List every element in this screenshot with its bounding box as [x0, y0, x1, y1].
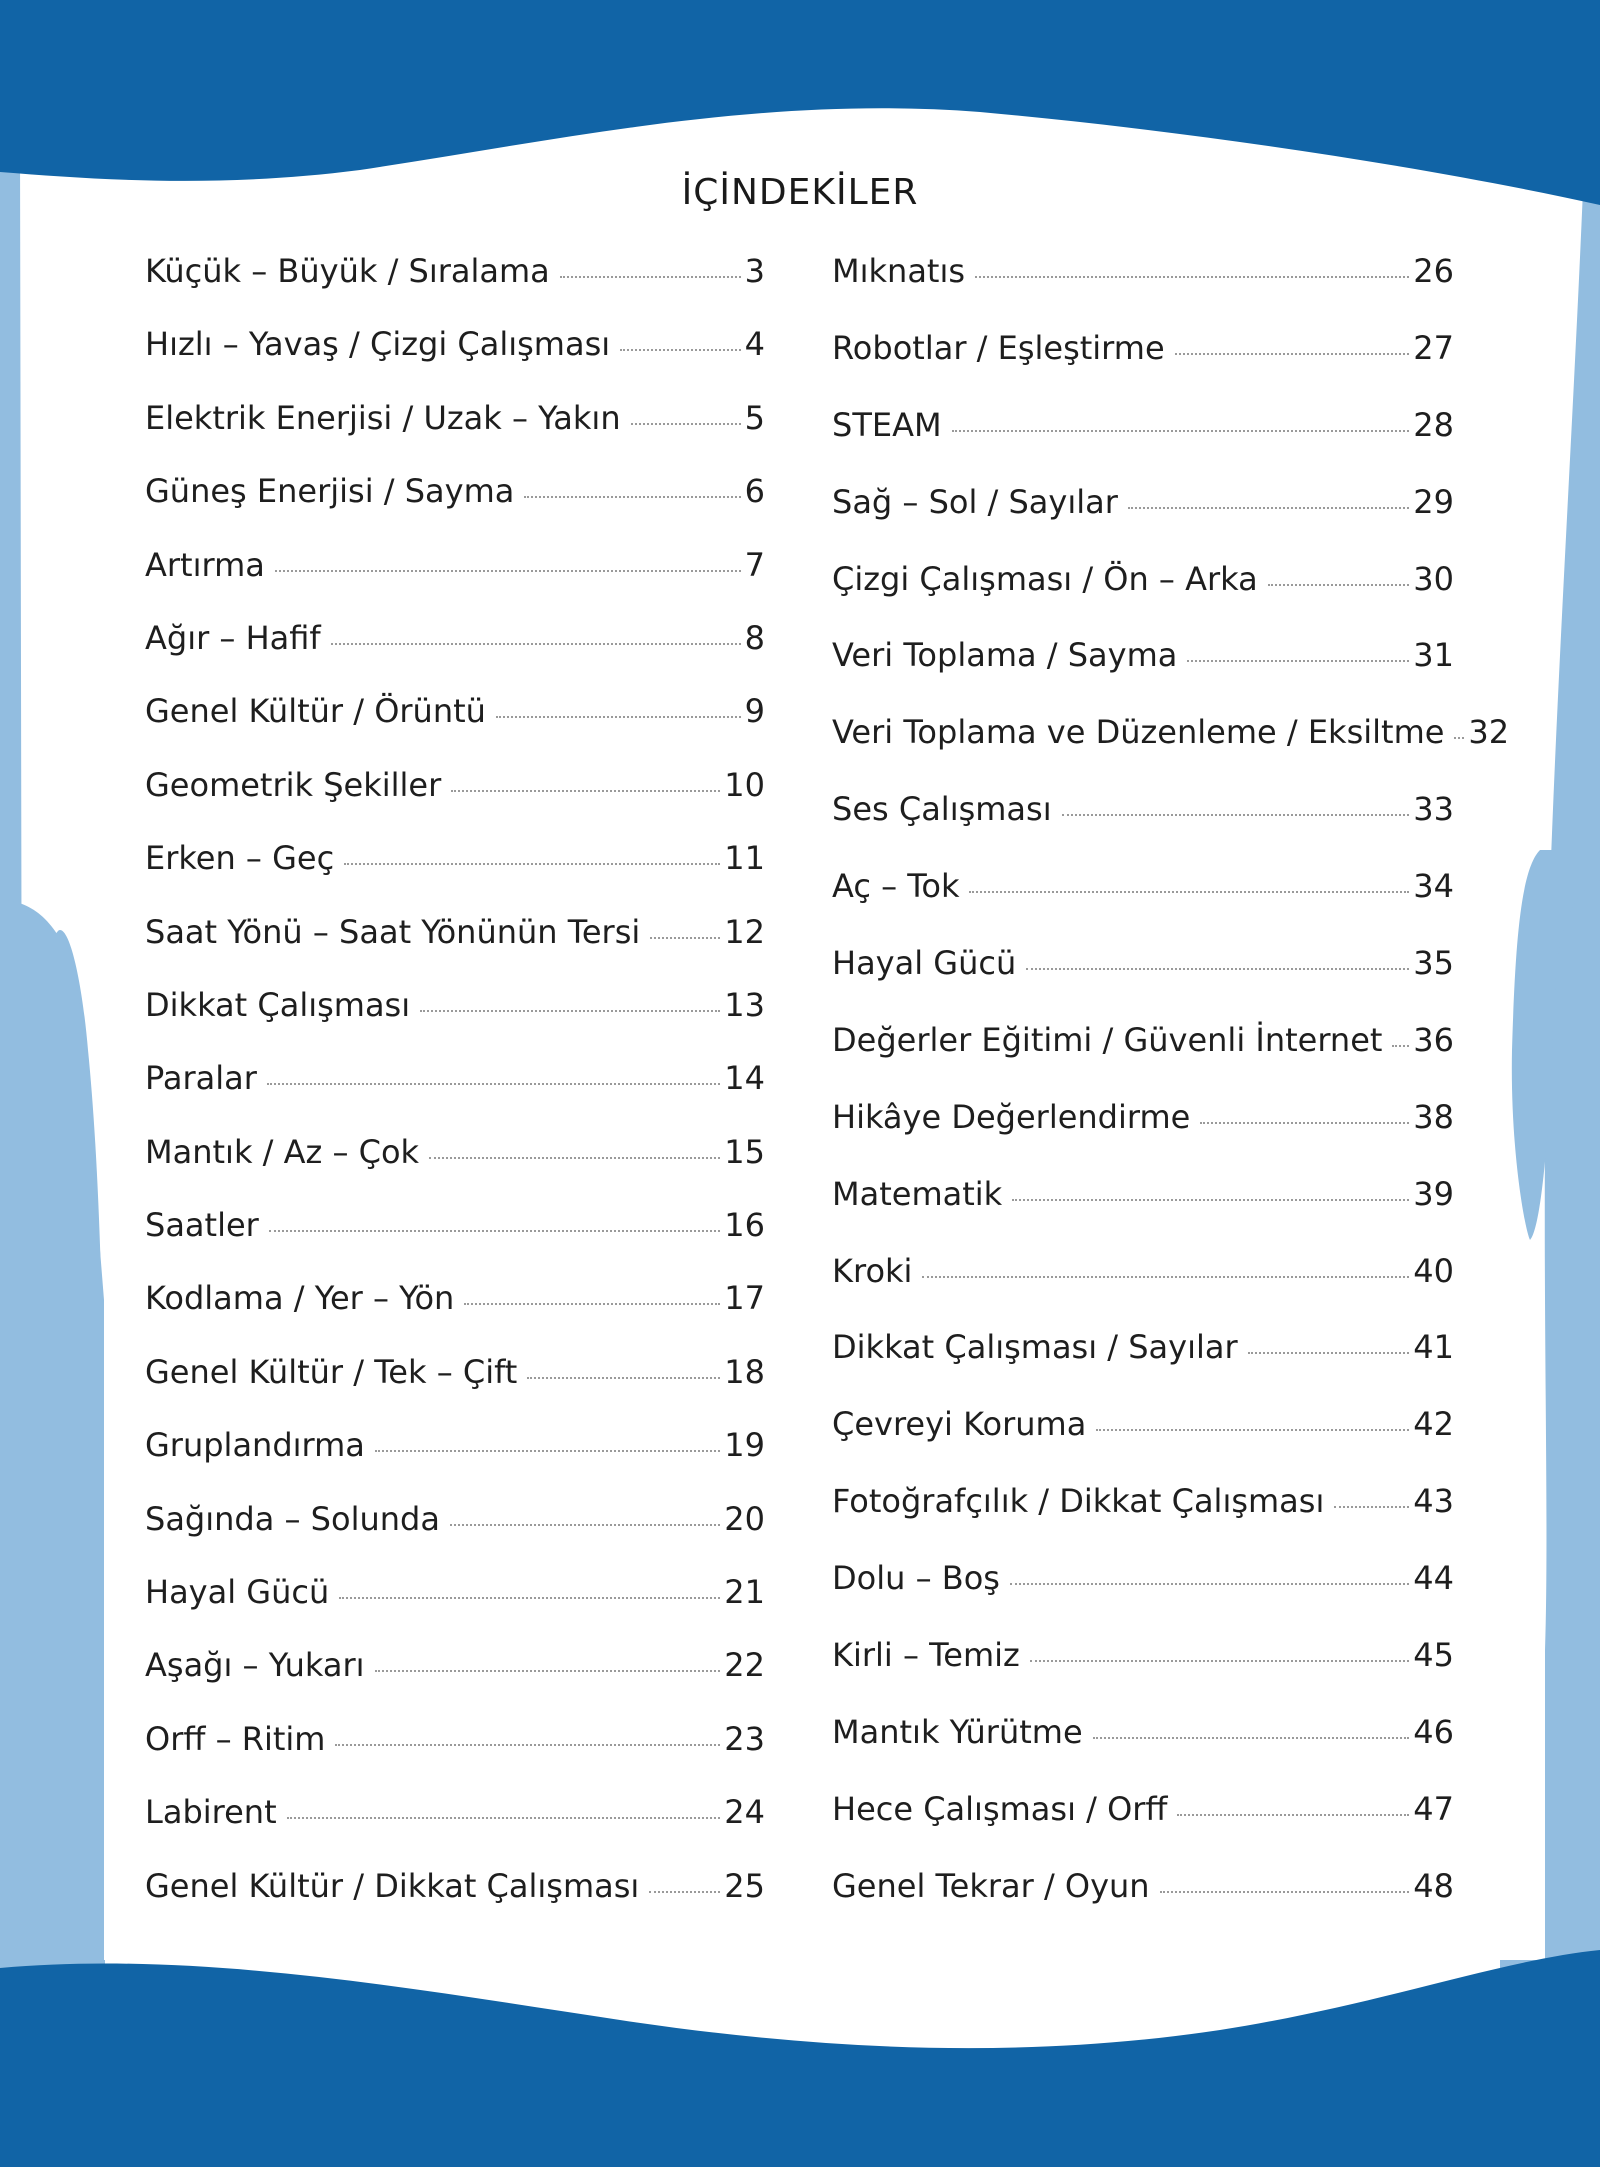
toc-entry	[832, 1482, 1454, 1559]
toc-entry-title: Aşağı – Yukarı	[145, 1646, 365, 1685]
toc-entry	[832, 1867, 1454, 1944]
toc-entry	[145, 913, 765, 986]
toc-entry-page-number: 13	[724, 985, 765, 1024]
dotted-leader	[922, 1276, 1409, 1278]
toc-entry-title: STEAM	[832, 405, 942, 444]
toc-entry-title: Genel Kültür / Örüntü	[145, 692, 486, 731]
toc-entry-page-number: 45	[1413, 1636, 1454, 1675]
toc-entry	[145, 986, 765, 1059]
toc-entry	[145, 1500, 765, 1573]
toc-entry-title: Dikkat Çalışması / Sayılar	[832, 1328, 1238, 1367]
toc-entry-page-number: 48	[1413, 1866, 1454, 1905]
toc-entry-title: Genel Kültür / Tek – Çift	[145, 1352, 518, 1391]
dotted-leader	[287, 1817, 721, 1819]
toc-entry	[832, 867, 1454, 944]
toc-entry-page-number: 34	[1413, 867, 1454, 906]
toc-entry-title: Mantık / Az – Çok	[145, 1132, 420, 1171]
toc-entry-title: Çizgi Çalışması / Ön – Arka	[832, 559, 1258, 598]
toc-entry-page-number: 19	[724, 1426, 765, 1465]
toc-entry	[145, 766, 765, 839]
dotted-leader	[1268, 584, 1410, 586]
toc-entry-title: Robotlar / Eşleştirme	[832, 328, 1165, 367]
toc-entry-title: Mantık Yürütme	[832, 1712, 1083, 1751]
toc-entry-title: Genel Tekrar / Oyun	[832, 1866, 1150, 1905]
toc-entry-page-number: 4	[744, 325, 765, 364]
dotted-leader	[560, 276, 741, 278]
toc-entry-title: Mıknatıs	[832, 252, 966, 290]
toc-entry	[145, 1353, 765, 1426]
toc-entry	[145, 325, 765, 398]
dotted-leader	[1096, 1429, 1409, 1431]
dotted-leader	[451, 790, 720, 792]
toc-entry-title: Dolu – Boş	[832, 1559, 1000, 1598]
toc-entry	[832, 713, 1510, 790]
dotted-leader	[375, 1450, 720, 1452]
dotted-leader	[275, 570, 741, 572]
toc-entry	[145, 1059, 765, 1132]
dotted-leader	[1200, 1122, 1409, 1124]
toc-entry	[832, 406, 1454, 483]
toc-entry-title: Matematik	[832, 1174, 1003, 1213]
toc-entry-page-number: 25	[724, 1866, 765, 1905]
toc-entry-page-number: 31	[1413, 636, 1454, 675]
toc-entry-title: Erken – Geç	[145, 839, 335, 878]
toc-entry-page-number: 42	[1413, 1405, 1454, 1444]
dotted-leader	[339, 1597, 720, 1599]
dotted-leader	[464, 1303, 720, 1305]
dotted-leader	[496, 716, 741, 718]
dotted-leader	[1454, 737, 1464, 739]
toc-entry-page-number: 21	[724, 1573, 765, 1612]
toc-entry-page-number: 23	[724, 1719, 765, 1758]
dotted-leader	[267, 1083, 720, 1085]
dotted-leader	[1160, 1891, 1410, 1893]
page-title: İÇİNDEKİLER	[681, 172, 919, 213]
toc-entry-title: Fotoğrafçılık / Dikkat Çalışması	[832, 1482, 1325, 1521]
toc-entry	[145, 839, 765, 912]
dotted-leader	[1248, 1352, 1410, 1354]
toc-entry-page-number: 35	[1413, 944, 1454, 983]
dotted-leader	[649, 1891, 720, 1893]
toc-entry	[832, 560, 1454, 637]
toc-entry-page-number: 20	[724, 1499, 765, 1538]
toc-entry-page-number: 32	[1468, 713, 1510, 752]
dotted-leader	[1177, 1814, 1409, 1816]
toc-entry	[145, 1720, 765, 1793]
toc-entry-title: Labirent	[145, 1793, 277, 1832]
toc-entry-page-number: 44	[1413, 1559, 1454, 1598]
dotted-leader	[524, 496, 740, 498]
dotted-leader	[1012, 1199, 1409, 1201]
toc-entry	[145, 1133, 765, 1206]
toc-entry-page-number: 41	[1413, 1328, 1454, 1367]
toc-entry-page-number: 9	[744, 692, 765, 731]
dotted-leader	[527, 1377, 720, 1379]
toc-entry-title: Ses Çalışması	[832, 790, 1052, 829]
toc-entry	[832, 944, 1454, 1021]
dotted-leader	[650, 937, 720, 939]
toc-entry	[145, 1573, 765, 1646]
toc-entry-title: Kroki	[832, 1251, 913, 1290]
toc-entry-title: Değerler Eğitimi / Güvenli İnternet	[832, 1020, 1383, 1059]
toc-entry-page-number: 17	[724, 1279, 765, 1318]
toc-entry-title: Güneş Enerjisi / Sayma	[145, 472, 515, 511]
dotted-leader	[344, 863, 720, 865]
toc-entry-page-number: 10	[724, 765, 765, 804]
toc-entry	[832, 252, 1454, 329]
toc-entry-page-number: 36	[1413, 1020, 1454, 1059]
toc-entry	[832, 1252, 1454, 1329]
toc-entry-page-number: 6	[744, 472, 765, 511]
dotted-leader	[1010, 1583, 1409, 1585]
dotted-leader	[269, 1230, 720, 1232]
toc-entry-page-number: 39	[1413, 1174, 1454, 1213]
toc-entry-page-number: 11	[724, 839, 765, 878]
toc-entry-page-number: 24	[724, 1793, 765, 1832]
toc-entry-title: Hikâye Değerlendirme	[832, 1097, 1191, 1136]
toc-entry-title: Hece Çalışması / Orff	[832, 1789, 1168, 1828]
toc-entry-page-number: 46	[1413, 1712, 1454, 1751]
toc-entry-page-number: 40	[1413, 1251, 1454, 1290]
dotted-leader	[631, 423, 741, 425]
toc-entry-page-number: 30	[1413, 559, 1454, 598]
toc-entry	[145, 399, 765, 472]
toc-entry	[145, 1867, 765, 1940]
toc-left-column	[145, 252, 765, 1940]
toc-entry-page-number: 15	[724, 1132, 765, 1171]
toc-entry-page-number: 43	[1413, 1482, 1454, 1521]
toc-entry-title: Ağır – Hafif	[145, 618, 321, 657]
toc-entry	[145, 619, 765, 692]
toc-entry-title: Veri Toplama / Sayma	[832, 636, 1178, 675]
toc-entry-page-number: 47	[1413, 1789, 1454, 1828]
toc-entry	[832, 790, 1454, 867]
dotted-leader	[375, 1670, 721, 1672]
toc-entry-page-number: 27	[1413, 328, 1454, 367]
dotted-leader	[1093, 1737, 1410, 1739]
toc-entry	[832, 1021, 1454, 1098]
toc-entry-title: Veri Toplama ve Düzenleme / Eksiltme	[832, 713, 1445, 752]
toc-right-column	[832, 252, 1510, 1944]
toc-entry-title: Geometrik Şekiller	[145, 765, 442, 804]
toc-entry-title: Artırma	[145, 545, 265, 584]
dotted-leader	[620, 349, 741, 351]
toc-entry-title: Kodlama / Yer – Yön	[145, 1279, 455, 1318]
dotted-leader	[952, 430, 1410, 432]
toc-entry	[832, 1175, 1454, 1252]
toc-entry-title: Hızlı – Yavaş / Çizgi Çalışması	[145, 325, 611, 364]
toc-entry-page-number: 22	[724, 1646, 765, 1685]
toc-entry	[145, 1206, 765, 1279]
toc-entry-title: Saat Yönü – Saat Yönünün Tersi	[145, 912, 641, 951]
dotted-leader	[335, 1744, 720, 1746]
dotted-leader	[331, 643, 741, 645]
toc-entry	[832, 1636, 1454, 1713]
toc-entry	[832, 1559, 1454, 1636]
toc-entry	[832, 483, 1454, 560]
toc-entry	[832, 636, 1454, 713]
toc-entry-title: Çevreyi Koruma	[832, 1405, 1087, 1444]
toc-entry	[145, 1426, 765, 1499]
toc-entry-title: Hayal Gücü	[832, 944, 1017, 983]
toc-entry	[832, 1405, 1454, 1482]
toc-entry-page-number: 26	[1413, 252, 1454, 290]
toc-entry	[145, 1646, 765, 1719]
toc-entry-title: Hayal Gücü	[145, 1573, 330, 1612]
toc-entry	[145, 692, 765, 765]
toc-entry-page-number: 7	[744, 545, 765, 584]
toc-entry	[832, 329, 1454, 406]
toc-entry-title: Dikkat Çalışması	[145, 985, 411, 1024]
dotted-leader	[429, 1157, 720, 1159]
dotted-leader	[975, 276, 1409, 278]
toc-entry-title: Gruplandırma	[145, 1426, 365, 1465]
toc-entry-page-number: 12	[724, 912, 765, 951]
dotted-leader	[969, 891, 1409, 893]
toc-entry-page-number: 5	[744, 398, 765, 437]
toc-entry-title: Elektrik Enerjisi / Uzak – Yakın	[145, 398, 621, 437]
toc-entry-page-number: 14	[724, 1059, 765, 1098]
toc-entry	[145, 252, 765, 325]
toc-entry-page-number: 3	[744, 252, 765, 290]
toc-entry-title: Aç – Tok	[832, 867, 960, 906]
toc-entry-title: Kirli – Temiz	[832, 1636, 1020, 1675]
toc-entry-page-number: 16	[724, 1206, 765, 1245]
toc-entry-page-number: 29	[1413, 482, 1454, 521]
toc-entry	[832, 1713, 1454, 1790]
toc-entry-title: Sağ – Sol / Sayılar	[832, 482, 1118, 521]
toc-entry	[832, 1328, 1454, 1405]
toc-entry-title: Saatler	[145, 1206, 259, 1245]
dotted-leader	[1128, 507, 1409, 509]
toc-entry	[145, 472, 765, 545]
toc-entry	[832, 1790, 1454, 1867]
dotted-leader	[1334, 1506, 1409, 1508]
toc-entry-title: Paralar	[145, 1059, 257, 1098]
dotted-leader	[1187, 660, 1409, 662]
toc-entry	[145, 546, 765, 619]
toc-entry-page-number: 18	[724, 1352, 765, 1391]
bottom-blue-wave	[0, 1950, 1600, 2167]
toc-entry-title: Küçük – Büyük / Sıralama	[145, 252, 550, 290]
toc-entry-page-number: 28	[1413, 405, 1454, 444]
toc-entry	[145, 1279, 765, 1352]
toc-entry	[832, 1098, 1454, 1175]
toc-entry-page-number: 38	[1413, 1097, 1454, 1136]
toc-entry-page-number: 8	[744, 618, 765, 657]
dotted-leader	[1026, 968, 1409, 970]
toc-entry-title: Sağında – Solunda	[145, 1499, 440, 1538]
toc-entry	[145, 1793, 765, 1866]
dotted-leader	[450, 1524, 720, 1526]
dotted-leader	[1392, 1045, 1409, 1047]
toc-entry-title: Genel Kültür / Dikkat Çalışması	[145, 1866, 640, 1905]
dotted-leader	[1175, 353, 1410, 355]
dotted-leader	[420, 1010, 720, 1012]
toc-entry-title: Orff – Ritim	[145, 1719, 326, 1758]
toc-entry-page-number: 33	[1413, 790, 1454, 829]
dotted-leader	[1030, 1660, 1409, 1662]
dotted-leader	[1062, 814, 1410, 816]
